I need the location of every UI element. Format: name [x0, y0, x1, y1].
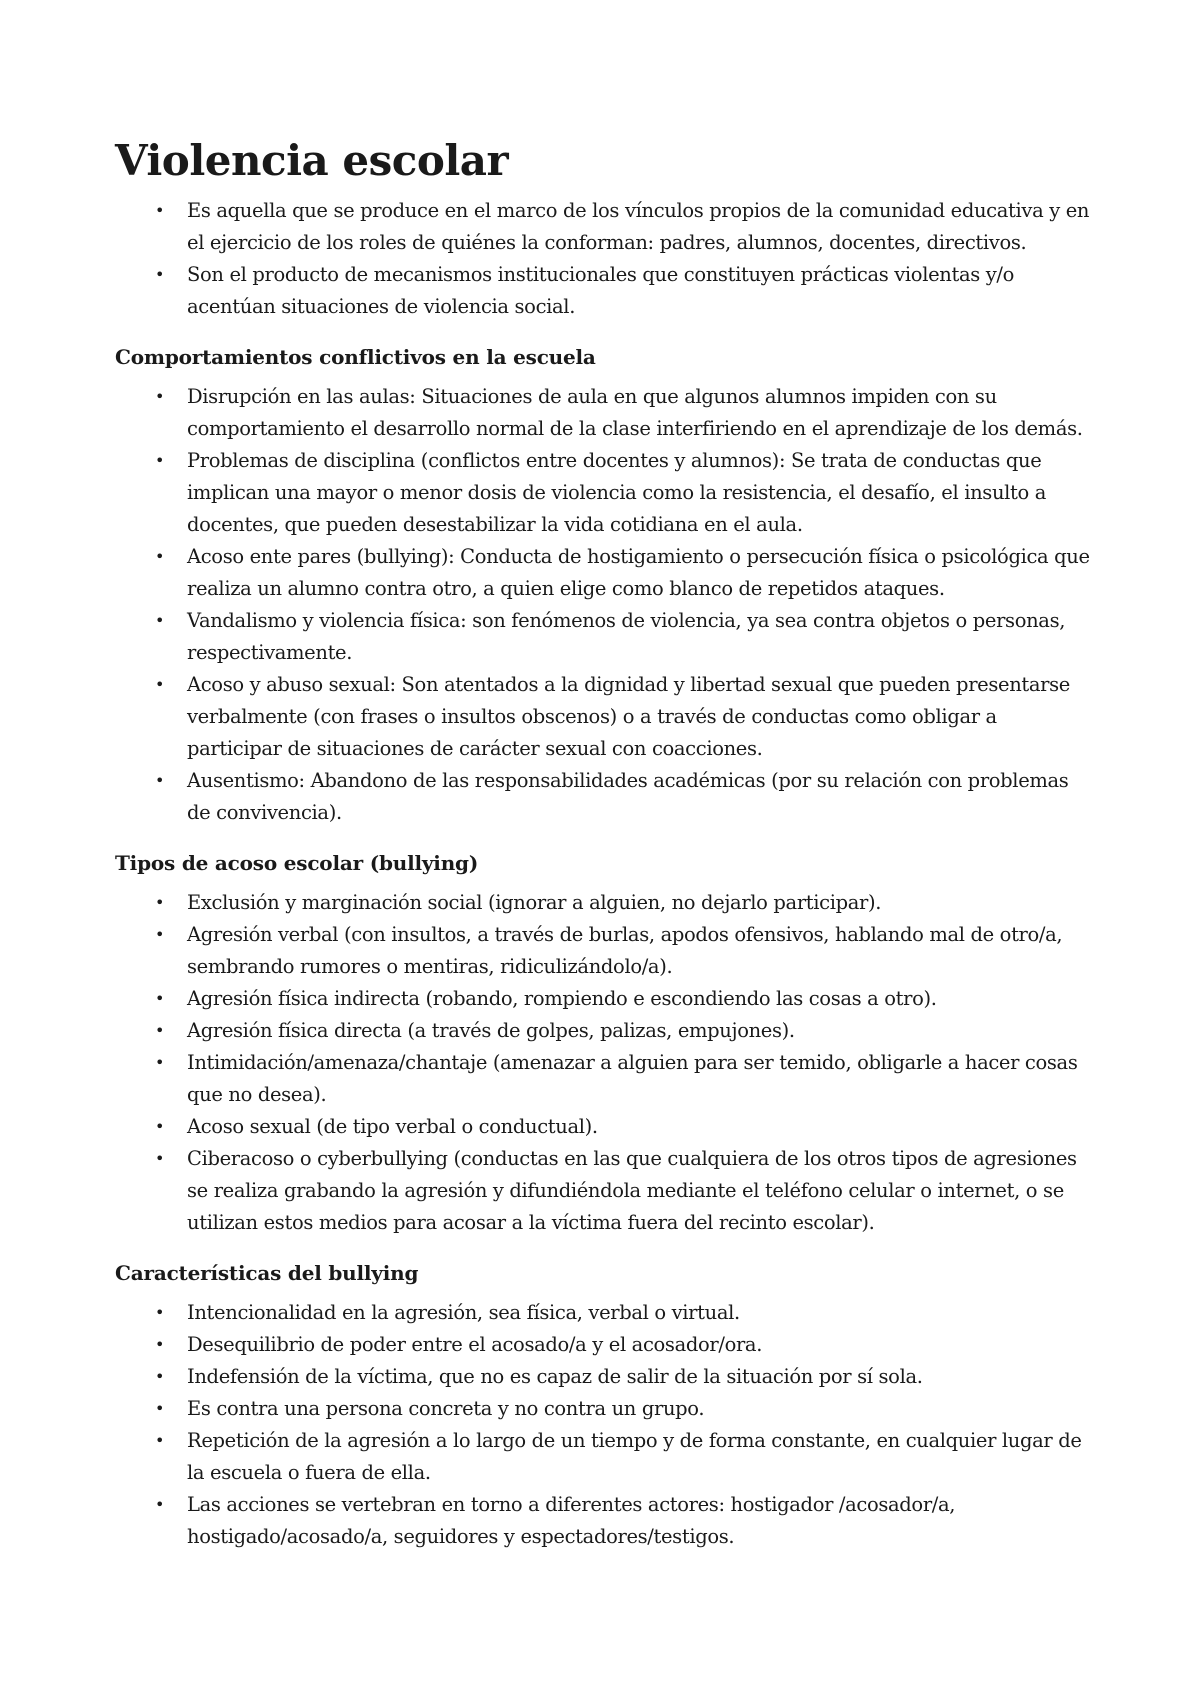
bullet-icon: • [155, 1053, 165, 1072]
list-item [115, 1143, 1095, 1239]
page-title: Violencia escolar [115, 136, 509, 185]
list-item [115, 381, 1095, 445]
bullet-icon: • [155, 1495, 165, 1514]
list-item [115, 765, 1095, 829]
bullet-icon: • [155, 1367, 165, 1386]
list-item-text: Agresión física directa (a través de golpes, palizas, empujones). [187, 1019, 795, 1042]
list-item [115, 1361, 1095, 1393]
list-item-text: Ciberacoso o cyberbullying (conductas en las que cualquiera de los otros tipos de agresiones se realiza grabando la agresión y difundiéndola mediante el teléfono celular o internet, o se utilizan estos medios para acosar a la víctima fuera del recinto escolar). [187, 1147, 1077, 1234]
bullet-icon: • [155, 925, 165, 944]
list-item [115, 195, 1095, 259]
list-item [115, 1425, 1095, 1489]
list-item [115, 445, 1095, 541]
section-heading-caracteristicas: Características del bullying [115, 1261, 419, 1285]
list-item-text: Indefensión de la víctima, que no es capaz de salir de la situación por sí sola. [187, 1365, 923, 1388]
list-item [115, 1393, 1095, 1425]
bullet-icon: • [155, 611, 165, 630]
list-item-text: Vandalismo y violencia física: son fenómenos de violencia, ya sea contra objetos o personas, respectivamente. [187, 609, 1066, 664]
document-page [115, 135, 1095, 1553]
bullet-icon: • [155, 451, 165, 470]
list-item [115, 1047, 1095, 1111]
list-item [115, 541, 1095, 605]
list-item-text: Disrupción en las aulas: Situaciones de aula en que algunos alumnos impiden con su comportamiento el desarrollo normal de la clase interfiriendo en el aprendizaje de los demás. [187, 385, 1083, 440]
bullet-icon: • [155, 1335, 165, 1354]
list-item [115, 259, 1095, 323]
bullet-icon: • [155, 387, 165, 406]
caracteristicas-list [115, 1297, 1095, 1553]
list-item-text: Agresión verbal (con insultos, a través de burlas, apodos ofensivos, hablando mal de otro/a, sembrando rumores o mentiras, ridiculizándolo/a). [187, 923, 1063, 978]
bullet-icon: • [155, 1149, 165, 1168]
section-heading-tipos-acoso: Tipos de acoso escolar (bullying) [115, 851, 479, 875]
list-item-text: Agresión física indirecta (robando, rompiendo e escondiendo las cosas a otro). [187, 987, 937, 1010]
bullet-icon: • [155, 771, 165, 790]
list-item-text: Son el producto de mecanismos institucionales que constituyen prácticas violentas y/o acentúan situaciones de violencia social. [187, 263, 1015, 318]
list-item-text: Ausentismo: Abandono de las responsabilidades académicas (por su relación con problemas de convivencia). [187, 769, 1069, 824]
list-item-text: Intimidación/amenaza/chantaje (amenazar a alguien para ser temido, obligarle a hacer cosas que no desea). [187, 1051, 1078, 1106]
list-item-text: Exclusión y marginación social (ignorar a alguien, no dejarlo participar). [187, 891, 882, 914]
list-item-text: Es aquella que se produce en el marco de los vínculos propios de la comunidad educativa y en el ejercicio de los roles de quiénes la conforman: padres, alumnos, docentes, directivos. [187, 199, 1090, 254]
bullet-icon: • [155, 1117, 165, 1136]
tipos-acoso-list [115, 887, 1095, 1239]
list-item-text: Intencionalidad en la agresión, sea física, verbal o virtual. [187, 1301, 740, 1324]
list-item-text: Acoso ente pares (bullying): Conducta de hostigamiento o persecución física o psicológica que realiza un alumno contra otro, a quien elige como blanco de repetidos ataques. [187, 545, 1090, 600]
bullet-icon: • [155, 547, 165, 566]
list-item [115, 887, 1095, 919]
bullet-icon: • [155, 201, 165, 220]
list-item-text: Repetición de la agresión a lo largo de un tiempo y de forma constante, en cualquier lugar de la escuela o fuera de ella. [187, 1429, 1082, 1484]
bullet-icon: • [155, 893, 165, 912]
list-item-text: Problemas de disciplina (conflictos entre docentes y alumnos): Se trata de conductas que implican una mayor o menor dosis de violencia como la resistencia, el desafío, el insulto a docentes, que pueden desestabilizar la vida cotidiana en el aula. [187, 449, 1047, 536]
intro-list [115, 195, 1095, 323]
list-item-text: Desequilibrio de poder entre el acosado/a y el acosador/ora. [187, 1333, 763, 1356]
list-item [115, 1297, 1095, 1329]
list-item [115, 1329, 1095, 1361]
bullet-icon: • [155, 1431, 165, 1450]
bullet-icon: • [155, 265, 165, 284]
section-heading-comportamientos: Comportamientos conflictivos en la escuela [115, 345, 596, 369]
comportamientos-list [115, 381, 1095, 829]
list-item [115, 919, 1095, 983]
list-item [115, 983, 1095, 1015]
list-item [115, 605, 1095, 669]
list-item-text: Es contra una persona concreta y no contra un grupo. [187, 1397, 705, 1420]
list-item [115, 1015, 1095, 1047]
bullet-icon: • [155, 989, 165, 1008]
list-item [115, 1111, 1095, 1143]
bullet-icon: • [155, 1399, 165, 1418]
bullet-icon: • [155, 1021, 165, 1040]
list-item [115, 669, 1095, 765]
bullet-icon: • [155, 675, 165, 694]
list-item-text: Acoso y abuso sexual: Son atentados a la dignidad y libertad sexual que pueden presentarse verbalmente (con frases o insultos obscenos) o a través de conductas como obligar a participar de situaciones de carácter sexual con coacciones. [187, 673, 1070, 760]
list-item-text: Las acciones se vertebran en torno a diferentes actores: hostigador /acosador/a, hostigado/acosado/a, seguidores y espectadores/testigos. [187, 1493, 956, 1548]
list-item [115, 1489, 1095, 1553]
list-item-text: Acoso sexual (de tipo verbal o conductual). [187, 1115, 598, 1138]
bullet-icon: • [155, 1303, 165, 1322]
